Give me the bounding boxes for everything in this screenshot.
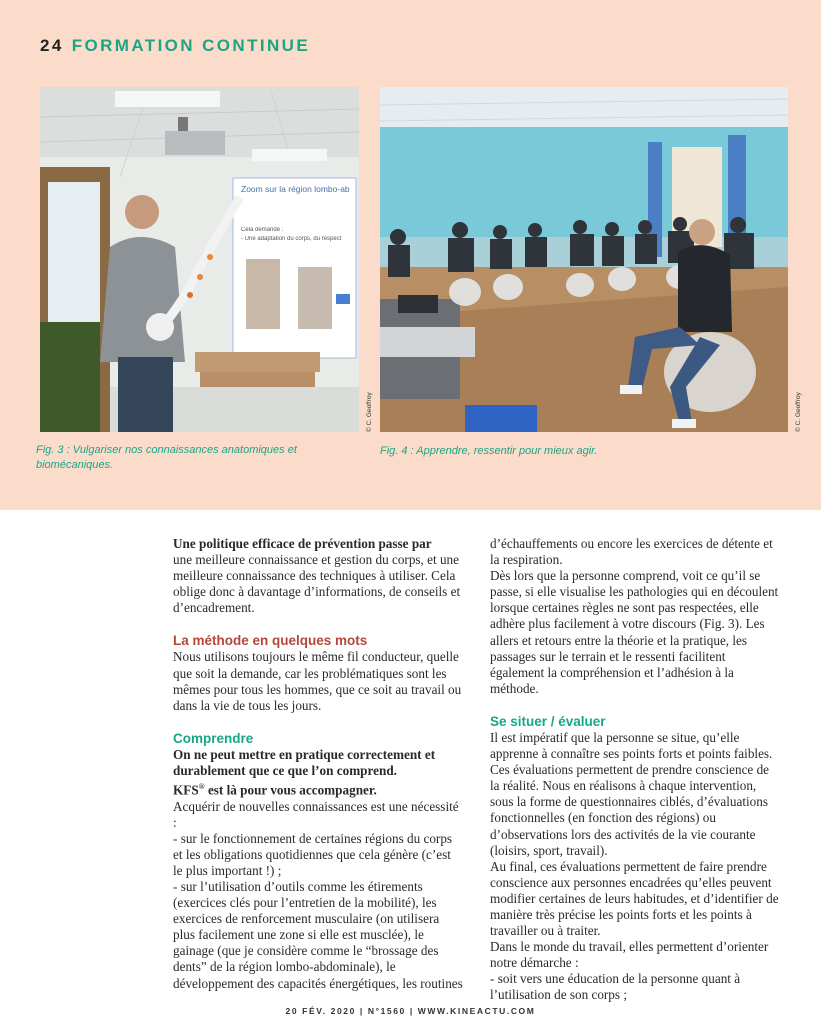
heading-comprendre: Comprendre — [173, 730, 254, 746]
photo-credit-fig4: © C. Geoffroy — [795, 392, 802, 432]
caption-fig3: Fig. 3 : Vulgariser nos connaissances anatomiques et biomécaniques. — [36, 444, 297, 471]
situer-p2: Au final, ces évaluations permettent de faire prendre conscience aux personnes encadrées qu’elles peuvent modifier certaines de leurs habitudes, et d’identifier de manière très précise les points forts et les points à travailler ou à traiter. — [490, 858, 779, 939]
slide-title: Zoom sur la région lombo-ab — [241, 184, 350, 194]
slide-line-2: - Une adaptation du corps, du respect — [241, 236, 342, 242]
situer-p1: Il est impératif que la personne se situe, qu’elle apprenne à connaître ses points forts et points faibles. Ces évaluations permettent de prendre conscience de la réalité. Nous en réalisons à chaque intervention, sous la forme de questionnaires ciblés, d’évaluations fonctionnelles (en fonction des régions) ou d’observations lors des activités de la vie courante (loisirs, sport, travail). — [490, 729, 773, 858]
col2-p2: Dès lors que la personne comprend, voit ce qu’il se passe, si elle visualise les pathologies qui en découlent lorsque certaines règles ne sont pas respectées, elle adhère plus facilement à votre discours (Fig. 3). Les allers et retours entre la théorie et la pratique, les passages sur le terrain et le ressenti facilitent également la compréhension et l’adhésion à la méthode. — [490, 568, 779, 696]
photo-fig4 — [380, 87, 788, 432]
photo-fig3 — [40, 87, 359, 432]
brand-name: KFS — [173, 782, 199, 798]
comprendre-lead-2-rest: est là pour vous accompagner. — [204, 782, 377, 798]
registered-mark: ® — [198, 782, 205, 792]
caption-fig4: Fig. 4 : Apprendre, ressentir pour mieux agir. — [380, 445, 598, 457]
page-footer: 20 FÉV. 2020 | N°1560 | WWW.KINEACTU.COM — [285, 1006, 536, 1016]
situer-p3: Dans le monde du travail, elles permettent d’orienter notre démarche : — [490, 939, 769, 971]
heading-methode: La méthode en quelques mots — [173, 633, 368, 649]
slide-line-1: Cela demande : — [241, 227, 284, 233]
comprendre-p2: - sur le fonctionnement de certaines régions du corps et les obligations quotidiennes que cela génère (c’est le plus important !) ; — [173, 830, 453, 878]
intro-body: une meilleure connaissance et gestion du corps, et une meilleure connaissance des techniques à utiliser. Cela oblige donc à davantage d’informations, de conseils et d’encadrement. — [173, 552, 461, 616]
comprendre-lead-2 — [173, 779, 463, 798]
article-column-1 — [173, 536, 463, 992]
page-header — [40, 36, 310, 56]
section-title: FORMATION CONTINUE — [71, 36, 311, 55]
methode-body: Nous utilisons toujours le même fil conducteur, quelle que soit la demande, car les problématiques sont les mêmes pour tous les hommes, que ce soit au travail ou dans la vie de tous les jours. — [173, 649, 462, 713]
comprendre-lead: On ne peut mettre en pratique correctement et durablement que ce que l’on comprend. — [173, 746, 436, 778]
situer-p4: - soit vers une éducation de la personne quant à l’utilisation de son corps ; — [490, 971, 741, 1003]
intro-lead: Une politique efficace de prévention passe par — [173, 536, 432, 551]
comprendre-p3: - sur l’utilisation d’outils comme les étirements (exercices clés pour l’entretien de la mobilité), les exercices de renforcement musculaire (on utilisera plus facilement une zone si elle est musclée), le gainage (que je considère comme le “brossage des dents” de la région lombo-abdominale), le développement des capacités énergétiques, les routines — [173, 878, 463, 991]
col2-p1: d’échauffements ou encore les exercices de détente et la respiration. — [490, 536, 773, 568]
comprendre-p1: Acquérir de nouvelles connaissances est une nécessité : — [173, 798, 459, 830]
photo-credit-fig3: © C. Geoffroy — [366, 392, 373, 432]
heading-situer: Se situer / évaluer — [490, 713, 606, 729]
page-number: 24 — [40, 36, 64, 55]
article-column-2 — [490, 536, 780, 1004]
